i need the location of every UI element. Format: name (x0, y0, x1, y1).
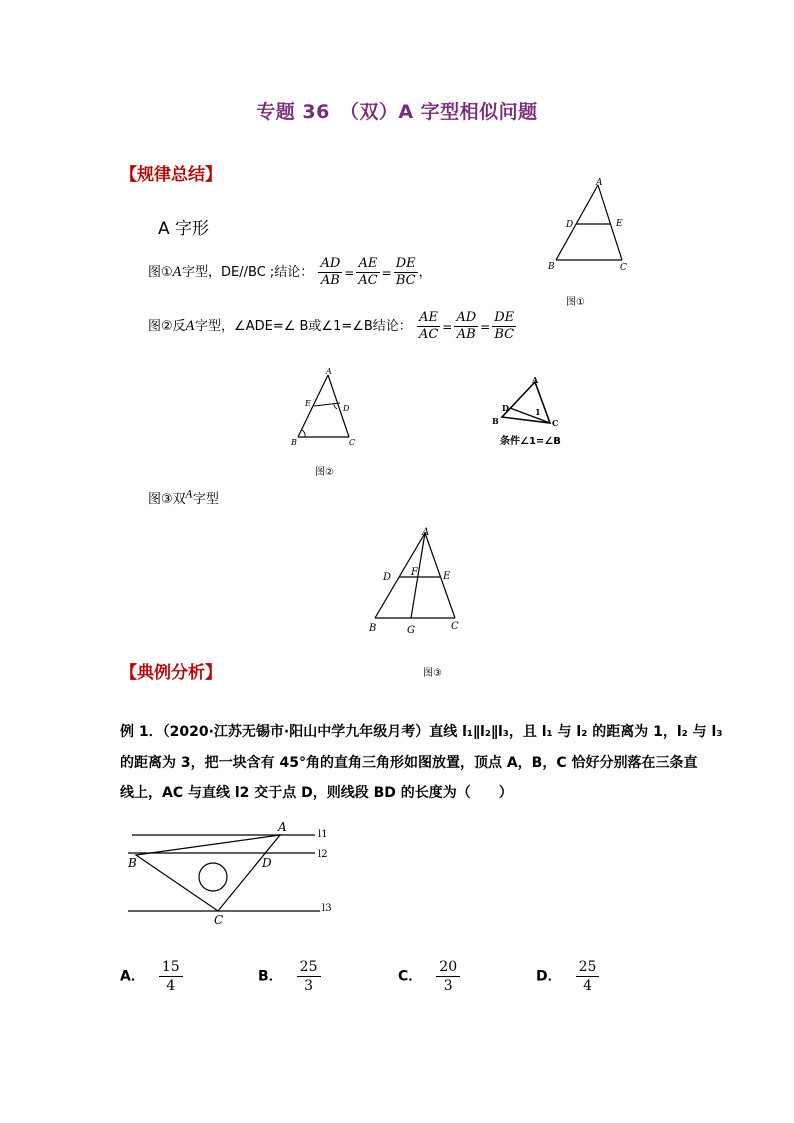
subheading: A 字形 (158, 219, 210, 239)
svg-text:F: F (411, 567, 418, 578)
rule-1: 图①A字型，DE//BC ;结论： $\frac{AD}{AB}$ = $\frac{AE}{AC}$ = $\frac{DE}{BC}$ ， (148, 256, 432, 288)
svg-text:1: 1 (535, 407, 541, 417)
svg-text:G: G (407, 625, 415, 636)
fraction: $\frac{AE}{AC}$ (418, 310, 439, 342)
figure-4 (120, 815, 340, 930)
svg-text:l3: l3 (322, 903, 332, 914)
figure-2-caption: 图② (315, 467, 334, 478)
svg-text:D: D (502, 403, 509, 413)
figure-1 (540, 175, 650, 315)
svg-text:A: A (422, 527, 430, 538)
example-line-1: 例 1．（2020·江苏无锡市·阳山中学九年级月考）直线 l₁∥l₂∥l₃，且 l₁ 与 l₂ 的距离为 1，l₂ 与 l₃ (120, 724, 723, 740)
svg-text:C: C (552, 418, 559, 428)
option-c[interactable]: C． $\frac{20}{3}$ (398, 958, 460, 995)
svg-text:l1: l1 (318, 829, 328, 840)
rule-1-prefix: 图① (148, 265, 173, 280)
rule-2-prefix: 图②反 (148, 319, 186, 334)
label-a: A (596, 178, 603, 188)
svg-text:D: D (383, 572, 392, 583)
svg-text:C: C (349, 438, 356, 447)
figure-2 (285, 365, 365, 485)
figure-3-caption: 图③ (423, 668, 442, 679)
label-d: D (566, 220, 574, 230)
rule-2-text: 字型，∠ADE=∠ B或∠1=∠B结论： (195, 319, 412, 334)
fraction: $\frac{AE}{AC}$ (358, 256, 378, 288)
option-d[interactable]: D． $\frac{25}{4}$ (536, 958, 599, 995)
fraction: $\frac{AD}{AB}$ (456, 310, 477, 342)
svg-text:D: D (262, 856, 272, 870)
example-line-3: 线上，AC 与直线 l2 交于点 D，则线段 BD 的长度为（ ） (120, 785, 513, 801)
fraction: $\frac{AD}{AB}$ (320, 256, 341, 288)
svg-text:B: B (492, 416, 499, 426)
svg-text:E: E (443, 571, 451, 582)
label-b: B (548, 262, 555, 272)
label-c: C (620, 263, 627, 273)
rule-2: 图②反A字型，∠ADE=∠ B或∠1=∠B结论： $\frac{AE}{AC}$ = $\frac{AD}{AB}$ = $\frac{DE}{BC}$ (148, 310, 515, 342)
svg-text:A: A (326, 367, 332, 376)
option-b[interactable]: B． $\frac{25}{3}$ (258, 958, 321, 995)
section-heading-examples: 【典例分析】 (120, 663, 222, 683)
svg-text:l2: l2 (318, 849, 328, 860)
svg-text:E: E (305, 399, 311, 408)
svg-text:D: D (343, 404, 350, 413)
fraction: $\frac{DE}{BC}$ (494, 310, 515, 342)
rule-1-letter: A (172, 265, 183, 280)
fraction: $\frac{DE}{BC}$ (395, 256, 416, 288)
svg-text:B: B (369, 623, 377, 634)
svg-text:C: C (214, 913, 224, 927)
label-e: E (616, 219, 623, 229)
section-heading-summary: 【规律总结】 (120, 165, 222, 185)
svg-text:A: A (532, 375, 539, 385)
example-line-2: 的距离为 3，把一块含有 45°角的直角三角形如图放置，顶点 A，B，C 恰好分别落在三条直 (120, 755, 698, 771)
option-a[interactable]: A． $\frac{15}{4}$ (120, 958, 183, 995)
figure-3 (365, 525, 475, 685)
svg-text:B: B (128, 856, 137, 870)
svg-text:A: A (278, 820, 287, 834)
svg-text:C: C (451, 621, 459, 632)
rule-2-letter: A (185, 319, 196, 334)
figure-1-caption: 图① (566, 297, 585, 308)
rule-1-text: 字型，DE//BC ;结论： (182, 265, 314, 280)
svg-text:B: B (291, 438, 297, 447)
figure-2b (490, 372, 580, 452)
rule-3: 图③双$^A$字型 (148, 489, 219, 507)
figure-2b-caption: 条件∠1=∠B (500, 436, 561, 447)
page-title: 专题 36 （双）A 字型相似问题 (256, 101, 538, 123)
